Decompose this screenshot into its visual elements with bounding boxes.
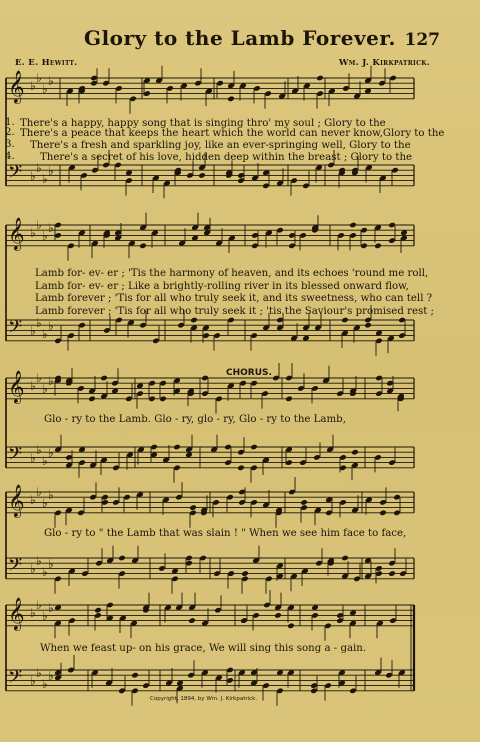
bass-clef: 𝄢 — [8, 162, 23, 187]
flat-sign: ♭ — [30, 324, 36, 338]
note-head — [227, 96, 235, 103]
flat-sign: ♭ — [30, 674, 36, 688]
note-head — [250, 444, 258, 451]
verse-number: 1. — [5, 117, 15, 128]
flat-sign: ♭ — [48, 669, 54, 683]
flat-sign: ♭ — [30, 493, 36, 507]
lyric-line: Glo - ry to the Lamb. Glo - ry, glo - ry, Glo - ry to the Lamb, — [44, 414, 346, 425]
verse-number: 4. — [5, 151, 15, 162]
composer-credit: Wm. J. Kirkpatrick. — [338, 58, 430, 68]
note-head — [189, 504, 197, 511]
flat-sign: ♭ — [36, 598, 42, 612]
note-head — [188, 617, 196, 624]
flat-sign: ♭ — [48, 488, 54, 502]
flat-sign: ♭ — [30, 226, 36, 240]
lyric-line: Lamb for- ev- er ; Like a brightly-rolling river in its blessed onward flow, — [35, 281, 409, 292]
bass-clef: 𝄢 — [8, 555, 23, 580]
treble-clef: 𝄞 — [8, 217, 25, 250]
note-head — [173, 444, 181, 451]
hymn-title: Glory to the Lamb Forever. — [84, 26, 396, 50]
flat-sign: ♭ — [36, 485, 42, 499]
verse-number: 3. — [5, 139, 15, 150]
note-head — [374, 243, 382, 250]
note-head — [379, 510, 387, 517]
treble-clef: 𝄞 — [8, 484, 25, 517]
note-head — [198, 172, 206, 179]
note-head — [388, 570, 396, 577]
flat-sign: ♭ — [36, 71, 42, 85]
flat-sign: ♭ — [48, 557, 54, 571]
lyric-line: Lamb forever ; 'Tis for all who truly seek it ; 'tis the Saviour's promised rest ; — [35, 306, 434, 317]
treble-clef: 𝄞 — [8, 70, 25, 103]
note-head — [349, 222, 357, 229]
note-head — [351, 449, 359, 456]
flat-sign: ♭ — [42, 565, 48, 579]
flat-sign: ♭ — [36, 161, 42, 175]
lyric-line: There's a peace that keeps the heart which the world can never know,Glory to the — [20, 128, 445, 139]
note-head — [118, 555, 126, 562]
flat-sign: ♭ — [30, 562, 36, 576]
flat-sign: ♭ — [36, 666, 42, 680]
bass-clef: 𝄢 — [8, 667, 23, 692]
copyright-notice: Copyright, 1894, by Wm. J. Kirkpatrick. — [150, 696, 258, 702]
note-head — [274, 612, 282, 619]
note-head — [316, 75, 324, 82]
flat-sign: ♭ — [42, 327, 48, 341]
flat-sign: ♭ — [36, 316, 42, 330]
flat-sign: ♭ — [42, 496, 48, 510]
flat-sign: ♭ — [48, 446, 54, 460]
flat-sign: ♭ — [42, 677, 48, 691]
note-head — [300, 499, 308, 506]
flat-sign: ♭ — [48, 319, 54, 333]
flat-sign: ♭ — [48, 164, 54, 178]
flat-sign: ♭ — [42, 82, 48, 96]
note-head — [100, 375, 108, 382]
bass-clef: 𝄢 — [8, 444, 23, 469]
note-head — [88, 396, 96, 403]
flat-sign: ♭ — [42, 609, 48, 623]
lyric-line: Lamb forever ; 'Tis for all who truly seek it, and its sweetness, who can tell ? — [35, 293, 433, 304]
note-head — [139, 243, 147, 250]
flat-sign: ♭ — [48, 74, 54, 88]
flat-sign: ♭ — [42, 229, 48, 243]
bass-clef: 𝄢 — [8, 317, 23, 342]
flat-sign: ♭ — [42, 454, 48, 468]
note-head — [94, 607, 102, 614]
flat-sign: ♭ — [36, 371, 42, 385]
lyric-line: There's a fresh and sparkling joy, like an ever-springing well, Glory to the — [30, 140, 411, 151]
flat-sign: ♭ — [36, 554, 42, 568]
verse-number: 2. — [5, 127, 15, 138]
flat-sign: ♭ — [42, 382, 48, 396]
note-head — [287, 623, 295, 630]
flat-sign: ♭ — [42, 172, 48, 186]
note-head — [285, 396, 293, 403]
author-credit: E. E. Hewitt. — [15, 58, 78, 68]
flat-sign: ♭ — [48, 601, 54, 615]
flat-sign: ♭ — [30, 606, 36, 620]
chorus-label: CHORUS. — [226, 368, 272, 378]
flat-sign: ♭ — [36, 443, 42, 457]
lyric-line: When we feast up- on his grace, We will sing this song a - gain. — [40, 643, 367, 654]
treble-clef: 𝄞 — [8, 597, 25, 630]
flat-sign: ♭ — [30, 451, 36, 465]
note-head — [364, 322, 372, 329]
lyric-line: There's a secret of his love, hidden deep within the breast ; Glory to the — [40, 152, 413, 163]
page-number: 127 — [404, 30, 440, 50]
note-head — [237, 465, 245, 472]
treble-clef: 𝄞 — [8, 370, 25, 403]
flat-sign: ♭ — [36, 218, 42, 232]
lyric-line: Glo - ry to " the Lamb that was slain ! " When we see him face to face, — [44, 528, 407, 539]
lyric-line: There's a happy, happy song that is singing thro' my soul ; Glory to the — [20, 118, 386, 129]
lyric-line: Lamb for- ev- er ; 'Tis the harmony of heaven, and its echoes 'round me roll, — [35, 268, 429, 279]
note-head — [131, 672, 139, 679]
note-head — [341, 555, 349, 562]
flat-sign: ♭ — [30, 79, 36, 93]
flat-sign: ♭ — [30, 379, 36, 393]
note-head — [241, 570, 249, 577]
flat-sign: ♭ — [48, 221, 54, 235]
flat-sign: ♭ — [48, 374, 54, 388]
flat-sign: ♭ — [30, 169, 36, 183]
